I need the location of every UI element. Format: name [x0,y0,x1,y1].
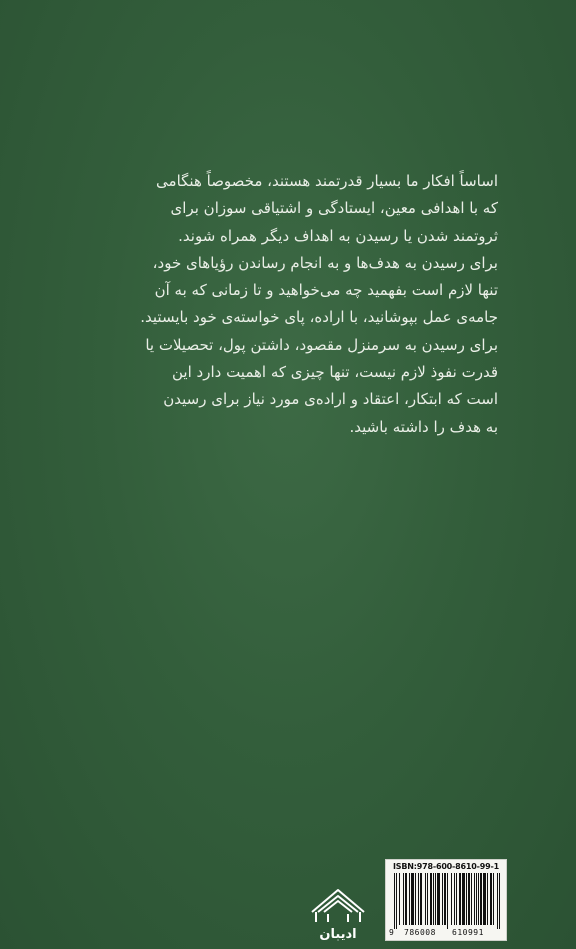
back-cover-blurb [78,168,498,441]
blurb-line: به هدف را داشته باشید. [349,417,498,436]
barcode-lead-digit: 9 [389,928,394,937]
barcode-bars [394,873,500,929]
blurb-line: ثروتمند شدن یا رسیدن به اهداف دیگر همراه شوند. [178,226,498,245]
blurb-line: است که ابتکار، اعتقاد و اراده‌ی مورد نیاز برای رسیدن [163,390,498,409]
publisher-logo-icon [302,882,374,944]
isbn-barcode [385,859,507,941]
barcode-group-1: 786008 [404,928,436,937]
blurb-line: برای رسیدن به سرمنزل مقصود، داشتن پول، تحصیلات یا [145,335,498,354]
blurb-line: جامه‌ی عمل بپوشانید، با اراده، پای خواسته‌ی خود بایستید. [140,308,498,327]
blurb-line: قدرت نفوذ لازم نیست، تنها چیزی که اهمیت دارد این [172,363,498,382]
blurb-line: تنها لازم است بفهمید چه می‌خواهید و تا زمانی که به آن [154,281,498,300]
blurb-line: برای رسیدن به هدف‌ها و به انجام رساندن رؤیاهای خود، [152,253,498,272]
barcode-group-2: 610991 [452,928,484,937]
blurb-line: که با اهدافی معین، ایستادگی و اشتیاقی سوزان برای [170,199,498,218]
publisher-logo-text: ادیبان [319,927,357,942]
isbn-label: ISBN:978-600-8610-99-1 [393,862,499,871]
blurb-line: اساساً افکار ما بسیار قدرتمند هستند، مخصوصاً هنگامی [156,172,498,190]
